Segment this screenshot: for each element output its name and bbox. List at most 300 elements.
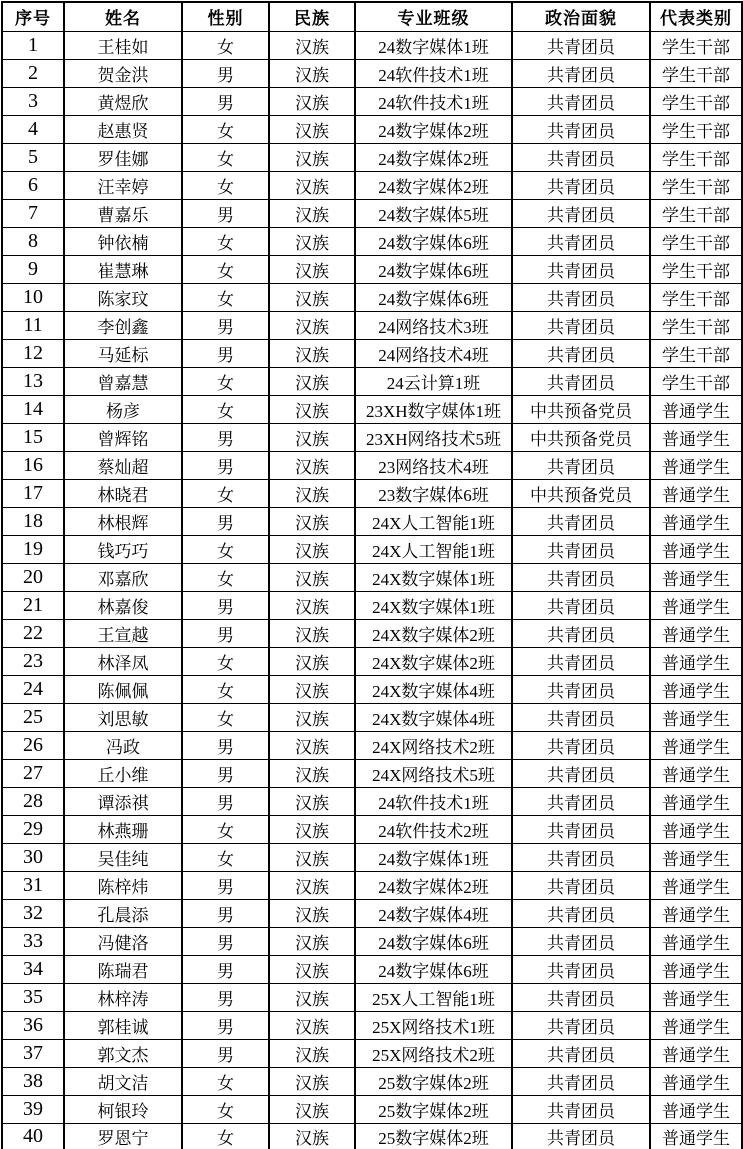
cell-class: 24X数字媒体4班 bbox=[355, 703, 512, 731]
cell-political-status: 共青团员 bbox=[512, 843, 650, 871]
cell-gender: 男 bbox=[182, 199, 269, 227]
cell-name: 林嘉俊 bbox=[64, 591, 182, 619]
cell-ethnicity: 汉族 bbox=[269, 423, 355, 451]
cell-gender: 男 bbox=[182, 87, 269, 115]
table-row bbox=[2, 759, 742, 787]
table-row bbox=[2, 535, 742, 563]
cell-category: 普通学生 bbox=[650, 983, 742, 1011]
cell-gender: 男 bbox=[182, 899, 269, 927]
cell-category: 普通学生 bbox=[650, 423, 742, 451]
cell-name: 王桂如 bbox=[64, 31, 182, 59]
cell-class: 24数字媒体6班 bbox=[355, 255, 512, 283]
cell-name: 陈瑞君 bbox=[64, 955, 182, 983]
cell-class: 24网络技术3班 bbox=[355, 311, 512, 339]
table-row bbox=[2, 451, 742, 479]
cell-political-status: 共青团员 bbox=[512, 451, 650, 479]
cell-category: 普通学生 bbox=[650, 619, 742, 647]
cell-serial: 30 bbox=[2, 843, 64, 871]
cell-ethnicity: 汉族 bbox=[269, 339, 355, 367]
cell-gender: 男 bbox=[182, 59, 269, 87]
cell-gender: 男 bbox=[182, 1011, 269, 1039]
cell-class: 24数字媒体6班 bbox=[355, 227, 512, 255]
cell-category: 学生干部 bbox=[650, 31, 742, 59]
table-row bbox=[2, 143, 742, 171]
cell-ethnicity: 汉族 bbox=[269, 115, 355, 143]
cell-serial: 14 bbox=[2, 395, 64, 423]
cell-ethnicity: 汉族 bbox=[269, 731, 355, 759]
cell-political-status: 共青团员 bbox=[512, 143, 650, 171]
cell-category: 普通学生 bbox=[650, 395, 742, 423]
cell-name: 钟依楠 bbox=[64, 227, 182, 255]
cell-serial: 1 bbox=[2, 31, 64, 59]
cell-class: 24X人工智能1班 bbox=[355, 507, 512, 535]
cell-name: 陈家玟 bbox=[64, 283, 182, 311]
cell-category: 普通学生 bbox=[650, 1011, 742, 1039]
cell-name: 贺金洪 bbox=[64, 59, 182, 87]
cell-name: 胡文洁 bbox=[64, 1067, 182, 1095]
cell-name: 曹嘉乐 bbox=[64, 199, 182, 227]
cell-serial: 18 bbox=[2, 507, 64, 535]
cell-serial: 19 bbox=[2, 535, 64, 563]
cell-class: 23网络技术4班 bbox=[355, 451, 512, 479]
cell-serial: 23 bbox=[2, 647, 64, 675]
cell-name: 陈梓炜 bbox=[64, 871, 182, 899]
table-row bbox=[2, 255, 742, 283]
cell-name: 丘小维 bbox=[64, 759, 182, 787]
cell-gender: 女 bbox=[182, 31, 269, 59]
cell-political-status: 共青团员 bbox=[512, 31, 650, 59]
cell-gender: 女 bbox=[182, 843, 269, 871]
cell-serial: 24 bbox=[2, 675, 64, 703]
table-row bbox=[2, 787, 742, 815]
cell-gender: 女 bbox=[182, 479, 269, 507]
cell-political-status: 共青团员 bbox=[512, 815, 650, 843]
cell-ethnicity: 汉族 bbox=[269, 255, 355, 283]
table-row bbox=[2, 395, 742, 423]
cell-serial: 7 bbox=[2, 199, 64, 227]
cell-category: 普通学生 bbox=[650, 647, 742, 675]
cell-category: 学生干部 bbox=[650, 143, 742, 171]
table-row bbox=[2, 367, 742, 395]
cell-gender: 女 bbox=[182, 171, 269, 199]
cell-category: 普通学生 bbox=[650, 507, 742, 535]
table-row bbox=[2, 1039, 742, 1067]
cell-serial: 12 bbox=[2, 339, 64, 367]
cell-serial: 39 bbox=[2, 1095, 64, 1123]
cell-ethnicity: 汉族 bbox=[269, 507, 355, 535]
cell-gender: 男 bbox=[182, 927, 269, 955]
cell-category: 学生干部 bbox=[650, 171, 742, 199]
table-row bbox=[2, 227, 742, 255]
column-header-gender: 性别 bbox=[182, 2, 269, 31]
cell-serial: 21 bbox=[2, 591, 64, 619]
cell-gender: 女 bbox=[182, 143, 269, 171]
cell-serial: 29 bbox=[2, 815, 64, 843]
cell-ethnicity: 汉族 bbox=[269, 395, 355, 423]
cell-category: 普通学生 bbox=[650, 479, 742, 507]
cell-serial: 11 bbox=[2, 311, 64, 339]
cell-ethnicity: 汉族 bbox=[269, 1095, 355, 1123]
cell-category: 普通学生 bbox=[650, 591, 742, 619]
cell-class: 24软件技术1班 bbox=[355, 87, 512, 115]
table-row bbox=[2, 59, 742, 87]
cell-category: 普通学生 bbox=[650, 675, 742, 703]
cell-ethnicity: 汉族 bbox=[269, 675, 355, 703]
cell-gender: 男 bbox=[182, 871, 269, 899]
cell-gender: 男 bbox=[182, 507, 269, 535]
table-row bbox=[2, 423, 742, 451]
cell-serial: 2 bbox=[2, 59, 64, 87]
cell-serial: 17 bbox=[2, 479, 64, 507]
cell-serial: 20 bbox=[2, 563, 64, 591]
cell-ethnicity: 汉族 bbox=[269, 927, 355, 955]
cell-political-status: 共青团员 bbox=[512, 731, 650, 759]
cell-category: 普通学生 bbox=[650, 535, 742, 563]
cell-gender: 男 bbox=[182, 1039, 269, 1067]
cell-ethnicity: 汉族 bbox=[269, 703, 355, 731]
cell-political-status: 共青团员 bbox=[512, 703, 650, 731]
table-row bbox=[2, 815, 742, 843]
table-row bbox=[2, 1123, 742, 1149]
cell-gender: 女 bbox=[182, 1123, 269, 1149]
cell-gender: 女 bbox=[182, 227, 269, 255]
cell-political-status: 共青团员 bbox=[512, 283, 650, 311]
table-row bbox=[2, 871, 742, 899]
cell-category: 学生干部 bbox=[650, 115, 742, 143]
cell-name: 罗恩宁 bbox=[64, 1123, 182, 1149]
cell-name: 林燕珊 bbox=[64, 815, 182, 843]
cell-political-status: 共青团员 bbox=[512, 1123, 650, 1149]
cell-name: 赵惠贤 bbox=[64, 115, 182, 143]
cell-name: 柯银玲 bbox=[64, 1095, 182, 1123]
cell-serial: 13 bbox=[2, 367, 64, 395]
cell-class: 23数字媒体6班 bbox=[355, 479, 512, 507]
table-row bbox=[2, 927, 742, 955]
cell-name: 王宣越 bbox=[64, 619, 182, 647]
cell-name: 陈佩佩 bbox=[64, 675, 182, 703]
cell-class: 24数字媒体1班 bbox=[355, 31, 512, 59]
cell-political-status: 共青团员 bbox=[512, 1011, 650, 1039]
cell-political-status: 共青团员 bbox=[512, 899, 650, 927]
cell-class: 24X数字媒体2班 bbox=[355, 619, 512, 647]
cell-gender: 男 bbox=[182, 423, 269, 451]
table-row bbox=[2, 675, 742, 703]
cell-serial: 26 bbox=[2, 731, 64, 759]
cell-gender: 女 bbox=[182, 395, 269, 423]
table-row bbox=[2, 1011, 742, 1039]
cell-category: 学生干部 bbox=[650, 255, 742, 283]
cell-ethnicity: 汉族 bbox=[269, 451, 355, 479]
cell-name: 钱巧巧 bbox=[64, 535, 182, 563]
cell-political-status: 共青团员 bbox=[512, 871, 650, 899]
cell-political-status: 共青团员 bbox=[512, 1095, 650, 1123]
cell-serial: 25 bbox=[2, 703, 64, 731]
cell-ethnicity: 汉族 bbox=[269, 843, 355, 871]
cell-gender: 女 bbox=[182, 647, 269, 675]
table-row bbox=[2, 115, 742, 143]
table-row bbox=[2, 647, 742, 675]
cell-serial: 10 bbox=[2, 283, 64, 311]
cell-category: 普通学生 bbox=[650, 871, 742, 899]
cell-ethnicity: 汉族 bbox=[269, 227, 355, 255]
cell-name: 谭添祺 bbox=[64, 787, 182, 815]
header-row bbox=[2, 2, 742, 31]
cell-class: 24X人工智能1班 bbox=[355, 535, 512, 563]
cell-ethnicity: 汉族 bbox=[269, 1039, 355, 1067]
cell-political-status: 共青团员 bbox=[512, 563, 650, 591]
cell-serial: 9 bbox=[2, 255, 64, 283]
cell-class: 25数字媒体2班 bbox=[355, 1067, 512, 1095]
cell-political-status: 中共预备党员 bbox=[512, 479, 650, 507]
cell-class: 24软件技术1班 bbox=[355, 59, 512, 87]
cell-serial: 35 bbox=[2, 983, 64, 1011]
cell-ethnicity: 汉族 bbox=[269, 787, 355, 815]
cell-serial: 3 bbox=[2, 87, 64, 115]
cell-serial: 8 bbox=[2, 227, 64, 255]
table-row bbox=[2, 899, 742, 927]
cell-political-status: 共青团员 bbox=[512, 591, 650, 619]
table-row bbox=[2, 171, 742, 199]
table-row bbox=[2, 1095, 742, 1123]
table-row bbox=[2, 955, 742, 983]
cell-class: 24X数字媒体1班 bbox=[355, 591, 512, 619]
table-row bbox=[2, 31, 742, 59]
cell-ethnicity: 汉族 bbox=[269, 591, 355, 619]
cell-class: 25X网络技术2班 bbox=[355, 1039, 512, 1067]
cell-ethnicity: 汉族 bbox=[269, 871, 355, 899]
cell-political-status: 共青团员 bbox=[512, 983, 650, 1011]
cell-name: 刘思敏 bbox=[64, 703, 182, 731]
table-row bbox=[2, 619, 742, 647]
cell-political-status: 共青团员 bbox=[512, 507, 650, 535]
cell-ethnicity: 汉族 bbox=[269, 1011, 355, 1039]
cell-political-status: 共青团员 bbox=[512, 787, 650, 815]
cell-ethnicity: 汉族 bbox=[269, 983, 355, 1011]
cell-class: 24数字媒体2班 bbox=[355, 871, 512, 899]
cell-category: 普通学生 bbox=[650, 703, 742, 731]
cell-ethnicity: 汉族 bbox=[269, 815, 355, 843]
cell-category: 普通学生 bbox=[650, 451, 742, 479]
cell-class: 24云计算1班 bbox=[355, 367, 512, 395]
cell-class: 24数字媒体6班 bbox=[355, 283, 512, 311]
cell-category: 普通学生 bbox=[650, 563, 742, 591]
cell-ethnicity: 汉族 bbox=[269, 31, 355, 59]
cell-category: 学生干部 bbox=[650, 283, 742, 311]
cell-ethnicity: 汉族 bbox=[269, 1067, 355, 1095]
table-row bbox=[2, 591, 742, 619]
cell-gender: 女 bbox=[182, 703, 269, 731]
cell-class: 25数字媒体2班 bbox=[355, 1123, 512, 1149]
cell-serial: 32 bbox=[2, 899, 64, 927]
cell-class: 25数字媒体2班 bbox=[355, 1095, 512, 1123]
cell-category: 普通学生 bbox=[650, 955, 742, 983]
cell-ethnicity: 汉族 bbox=[269, 563, 355, 591]
cell-political-status: 共青团员 bbox=[512, 115, 650, 143]
cell-category: 学生干部 bbox=[650, 87, 742, 115]
cell-name: 蔡灿超 bbox=[64, 451, 182, 479]
cell-political-status: 共青团员 bbox=[512, 171, 650, 199]
cell-class: 24X数字媒体1班 bbox=[355, 563, 512, 591]
cell-gender: 女 bbox=[182, 815, 269, 843]
cell-gender: 男 bbox=[182, 955, 269, 983]
cell-gender: 男 bbox=[182, 311, 269, 339]
table-row bbox=[2, 87, 742, 115]
cell-serial: 28 bbox=[2, 787, 64, 815]
cell-category: 普通学生 bbox=[650, 927, 742, 955]
table-row bbox=[2, 311, 742, 339]
column-header-name: 姓名 bbox=[64, 2, 182, 31]
cell-class: 24数字媒体5班 bbox=[355, 199, 512, 227]
cell-class: 24数字媒体2班 bbox=[355, 143, 512, 171]
cell-category: 学生干部 bbox=[650, 339, 742, 367]
cell-gender: 女 bbox=[182, 675, 269, 703]
cell-class: 24X网络技术5班 bbox=[355, 759, 512, 787]
cell-gender: 女 bbox=[182, 255, 269, 283]
cell-serial: 33 bbox=[2, 927, 64, 955]
cell-gender: 男 bbox=[182, 619, 269, 647]
cell-political-status: 共青团员 bbox=[512, 1039, 650, 1067]
cell-name: 吴佳纯 bbox=[64, 843, 182, 871]
cell-serial: 22 bbox=[2, 619, 64, 647]
cell-serial: 37 bbox=[2, 1039, 64, 1067]
cell-category: 学生干部 bbox=[650, 59, 742, 87]
cell-ethnicity: 汉族 bbox=[269, 171, 355, 199]
cell-ethnicity: 汉族 bbox=[269, 759, 355, 787]
cell-serial: 4 bbox=[2, 115, 64, 143]
cell-gender: 女 bbox=[182, 283, 269, 311]
cell-ethnicity: 汉族 bbox=[269, 899, 355, 927]
cell-class: 24软件技术1班 bbox=[355, 787, 512, 815]
table-row bbox=[2, 339, 742, 367]
cell-political-status: 共青团员 bbox=[512, 227, 650, 255]
student-roster-table bbox=[1, 1, 743, 1149]
cell-serial: 38 bbox=[2, 1067, 64, 1095]
column-header-ethnicity: 民族 bbox=[269, 2, 355, 31]
cell-gender: 男 bbox=[182, 591, 269, 619]
cell-name: 曾辉铭 bbox=[64, 423, 182, 451]
table-row bbox=[2, 283, 742, 311]
cell-class: 24数字媒体1班 bbox=[355, 843, 512, 871]
cell-gender: 女 bbox=[182, 535, 269, 563]
cell-gender: 男 bbox=[182, 339, 269, 367]
cell-name: 李创鑫 bbox=[64, 311, 182, 339]
cell-name: 冯健洛 bbox=[64, 927, 182, 955]
cell-gender: 女 bbox=[182, 115, 269, 143]
cell-political-status: 共青团员 bbox=[512, 647, 650, 675]
cell-ethnicity: 汉族 bbox=[269, 311, 355, 339]
cell-ethnicity: 汉族 bbox=[269, 367, 355, 395]
cell-category: 学生干部 bbox=[650, 367, 742, 395]
cell-political-status: 共青团员 bbox=[512, 619, 650, 647]
cell-class: 24网络技术4班 bbox=[355, 339, 512, 367]
column-header-category: 代表类别 bbox=[650, 2, 742, 31]
cell-name: 黄煜欣 bbox=[64, 87, 182, 115]
cell-ethnicity: 汉族 bbox=[269, 143, 355, 171]
cell-category: 普通学生 bbox=[650, 1039, 742, 1067]
cell-class: 25X人工智能1班 bbox=[355, 983, 512, 1011]
cell-ethnicity: 汉族 bbox=[269, 535, 355, 563]
cell-gender: 男 bbox=[182, 451, 269, 479]
cell-name: 郭桂诚 bbox=[64, 1011, 182, 1039]
cell-ethnicity: 汉族 bbox=[269, 955, 355, 983]
cell-serial: 27 bbox=[2, 759, 64, 787]
cell-category: 学生干部 bbox=[650, 227, 742, 255]
cell-ethnicity: 汉族 bbox=[269, 199, 355, 227]
cell-name: 郭文杰 bbox=[64, 1039, 182, 1067]
cell-gender: 女 bbox=[182, 1095, 269, 1123]
table-row bbox=[2, 843, 742, 871]
column-header-class: 专业班级 bbox=[355, 2, 512, 31]
cell-category: 普通学生 bbox=[650, 815, 742, 843]
cell-political-status: 共青团员 bbox=[512, 927, 650, 955]
table-row bbox=[2, 1067, 742, 1095]
cell-class: 24数字媒体4班 bbox=[355, 899, 512, 927]
cell-political-status: 共青团员 bbox=[512, 255, 650, 283]
table-row bbox=[2, 199, 742, 227]
cell-political-status: 共青团员 bbox=[512, 59, 650, 87]
cell-ethnicity: 汉族 bbox=[269, 619, 355, 647]
table-row bbox=[2, 983, 742, 1011]
cell-class: 24数字媒体6班 bbox=[355, 955, 512, 983]
column-header-serial: 序号 bbox=[2, 2, 64, 31]
table-row bbox=[2, 731, 742, 759]
column-header-political-status: 政治面貌 bbox=[512, 2, 650, 31]
cell-political-status: 共青团员 bbox=[512, 367, 650, 395]
cell-category: 普通学生 bbox=[650, 759, 742, 787]
cell-ethnicity: 汉族 bbox=[269, 59, 355, 87]
cell-name: 冯政 bbox=[64, 731, 182, 759]
cell-name: 马延标 bbox=[64, 339, 182, 367]
cell-category: 普通学生 bbox=[650, 1067, 742, 1095]
cell-category: 普通学生 bbox=[650, 843, 742, 871]
cell-gender: 男 bbox=[182, 759, 269, 787]
cell-class: 24软件技术2班 bbox=[355, 815, 512, 843]
cell-political-status: 共青团员 bbox=[512, 675, 650, 703]
cell-gender: 女 bbox=[182, 367, 269, 395]
cell-serial: 15 bbox=[2, 423, 64, 451]
cell-serial: 34 bbox=[2, 955, 64, 983]
table-row bbox=[2, 479, 742, 507]
cell-class: 24数字媒体2班 bbox=[355, 171, 512, 199]
cell-name: 杨彦 bbox=[64, 395, 182, 423]
cell-class: 25X网络技术1班 bbox=[355, 1011, 512, 1039]
cell-category: 普通学生 bbox=[650, 787, 742, 815]
cell-serial: 5 bbox=[2, 143, 64, 171]
cell-class: 24X数字媒体4班 bbox=[355, 675, 512, 703]
cell-political-status: 中共预备党员 bbox=[512, 423, 650, 451]
cell-ethnicity: 汉族 bbox=[269, 283, 355, 311]
cell-class: 24数字媒体2班 bbox=[355, 115, 512, 143]
cell-serial: 40 bbox=[2, 1123, 64, 1149]
cell-political-status: 共青团员 bbox=[512, 1067, 650, 1095]
cell-class: 24X数字媒体2班 bbox=[355, 647, 512, 675]
cell-class: 24X网络技术2班 bbox=[355, 731, 512, 759]
cell-name: 崔慧琳 bbox=[64, 255, 182, 283]
cell-ethnicity: 汉族 bbox=[269, 1123, 355, 1149]
cell-political-status: 共青团员 bbox=[512, 87, 650, 115]
cell-serial: 16 bbox=[2, 451, 64, 479]
cell-name: 汪幸婷 bbox=[64, 171, 182, 199]
cell-category: 学生干部 bbox=[650, 311, 742, 339]
cell-name: 孔晨添 bbox=[64, 899, 182, 927]
cell-name: 邓嘉欣 bbox=[64, 563, 182, 591]
table-row bbox=[2, 703, 742, 731]
cell-name: 林泽凤 bbox=[64, 647, 182, 675]
cell-political-status: 共青团员 bbox=[512, 199, 650, 227]
cell-gender: 女 bbox=[182, 563, 269, 591]
cell-name: 林晓君 bbox=[64, 479, 182, 507]
cell-name: 林梓涛 bbox=[64, 983, 182, 1011]
